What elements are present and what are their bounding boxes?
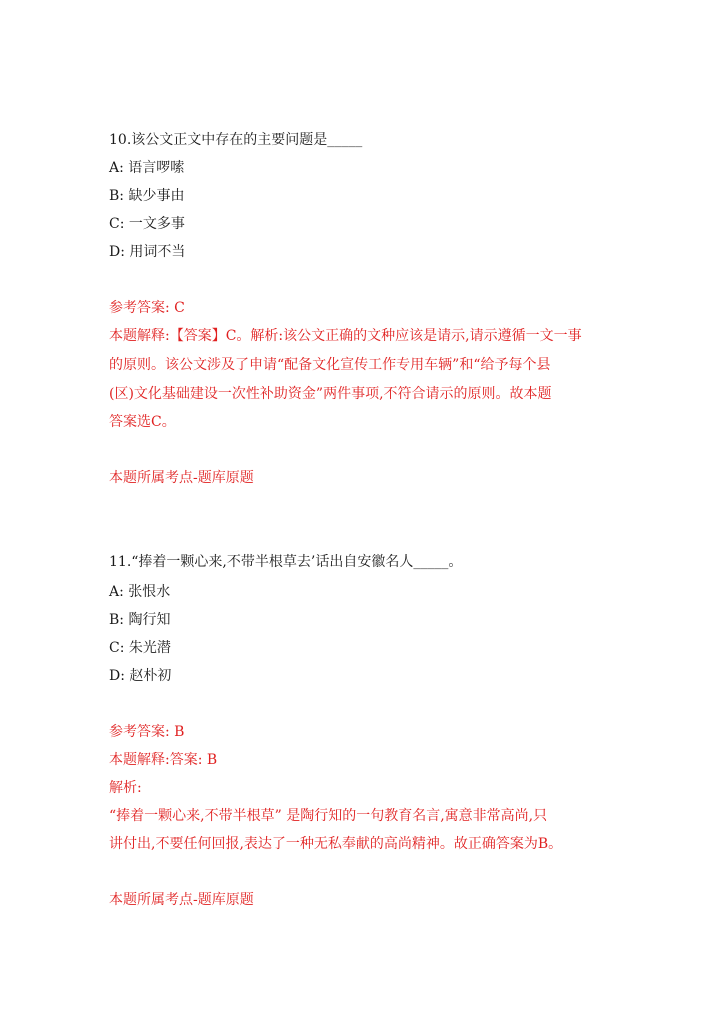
question-11-explanation-line: 解析: bbox=[109, 780, 142, 796]
question-10-option-a: A: 语言啰嗦 bbox=[109, 160, 185, 176]
question-10-option-c: C: 一文多事 bbox=[109, 216, 185, 232]
question-11-explanation-line: “捧着一颗心来,不带半根草” 是陶行知的一句教育名言,寓意非常高尚,只 bbox=[109, 808, 548, 824]
question-11-stem: 11.“捧着一颗心来,不带半根草去’话出自安徽名人_____。 bbox=[109, 554, 463, 570]
question-10-option-d: D: 用词不当 bbox=[109, 244, 186, 260]
question-11-explanation-line: 讲付出,不要任何回报,表达了一种无私奉献的高尚精神。故正确答案为B。 bbox=[109, 836, 563, 852]
question-11-option-d: D: 赵朴初 bbox=[109, 668, 172, 684]
question-11-topic: 本题所属考点-题库原题 bbox=[109, 892, 254, 908]
question-10-option-b: B: 缺少事由 bbox=[109, 188, 185, 204]
question-10-explanation-line: 答案选C。 bbox=[109, 414, 176, 430]
question-11-answer: 参考答案: B bbox=[109, 724, 185, 740]
question-10-explanation-line: (区)文化基础建设一次性补助资金”两件事项,不符合请示的原则。故本题 bbox=[109, 386, 552, 402]
question-10-explanation-line: 本题解释:【答案】C。解析:该公文正确的文种应该是请示,请示遵循一文一事 bbox=[109, 328, 582, 344]
question-10-answer: 参考答案: C bbox=[109, 300, 185, 316]
question-10-stem: 10.该公文正文中存在的主要问题是_____ bbox=[109, 132, 363, 148]
question-11-option-a: A: 张恨水 bbox=[109, 584, 171, 600]
question-11-option-c: C: 朱光潜 bbox=[109, 640, 171, 656]
question-11-option-b: B: 陶行知 bbox=[109, 612, 171, 628]
question-10-topic: 本题所属考点-题库原题 bbox=[109, 470, 254, 486]
question-10-explanation-line: 的原则。该公文涉及了申请“配备文化宣传工作专用车辆”和“给予每个县 bbox=[109, 357, 551, 373]
question-11-explanation-line: 本题解释:答案: B bbox=[109, 752, 218, 768]
